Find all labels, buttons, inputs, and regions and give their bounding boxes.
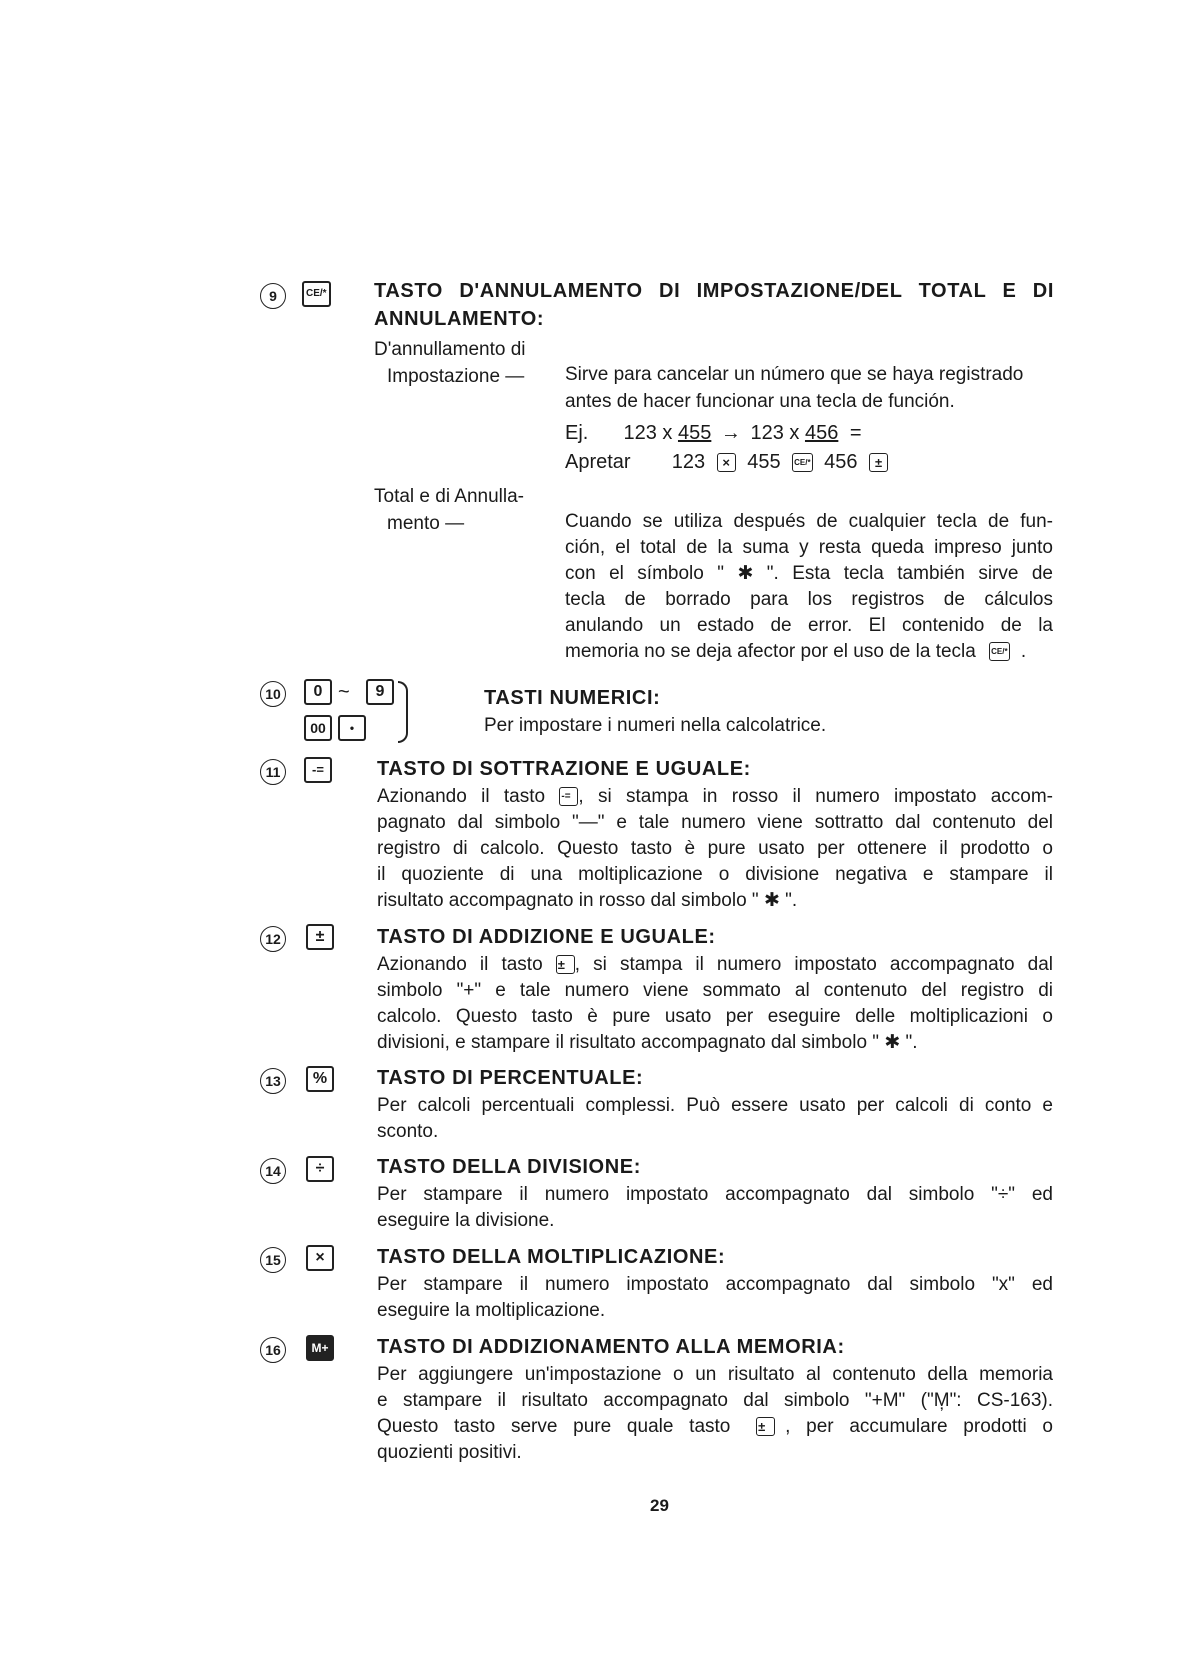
s11-line-1 [377,784,1053,810]
s9-sub2-last-line [565,639,1026,665]
item-number-14: 14 [260,1158,286,1184]
s12-line-1b: , si stampa il numero impostato accompagnato dal [574,954,1053,975]
divide-key-icon: ÷ [306,1156,334,1182]
s11-line: il quoziente di una moltiplicazione o divisione negativa e stampare il [377,864,1053,885]
s9-sub2-line: anulando un estado de error. El contenido de la [565,615,1053,636]
memory-plus-key-icon: M+ [306,1335,334,1361]
multiply-key-icon: × [306,1245,334,1271]
plus-equal-key-icon: ± [756,1417,775,1436]
example-a: 123 x [623,422,673,444]
s9-sub1-text-2: antes de hacer funcionar una tecla de función. [565,391,955,412]
s12-line: calcolo. Questo tasto è pure usato per eseguire delle moltiplicazioni o [377,1006,1053,1027]
s9-sub2-line: tecla de borrado para los registros de cálculos [565,589,1053,610]
item-number-13: 13 [260,1068,286,1094]
s14-line: eseguire la divisione. [377,1210,555,1231]
s9-sub2-label-1: Total e di Annulla- [374,486,524,507]
example-line [565,420,862,446]
press-label: Apretar [565,451,631,473]
s11-text [377,784,1053,914]
example-c: 123 x [750,422,800,444]
grouping-brace [398,681,408,743]
item-number-11: 11 [260,759,286,785]
s9-sub2-line: ción, el total de la suma y resta queda impreso junto [565,537,1053,558]
arrow-icon: → [720,422,741,444]
s12-line: simbolo "+" e tale numero viene sommato al contenuto del registro di [377,980,1053,1001]
ce-total-key-icon: CE/* [989,642,1009,661]
item-number-15: 15 [260,1247,286,1273]
s9-sub2-line: con el símbolo " ✱ ". Esta tecla también sirve de [565,563,1053,584]
s16-line-3a: Questo tasto serve pure quale tasto [377,1416,731,1437]
page-number: 29 [650,1496,669,1515]
s9-sub2-label-2: mento — [387,513,465,534]
s11-line-1a: Azionando il tasto [377,786,546,807]
s15-line: Per stampare il numero impostato accompagnato dal simbolo "x" ed [377,1274,1053,1295]
s9-sub2-line: Cuando se utiliza después de cualquier tecla de fun- [565,511,1053,532]
zero-key-icon: 0 [304,679,332,705]
s10-text: Per impostare i numeri nella calcolatrice. [484,715,827,736]
s13-line: Per calcoli percentuali complessi. Può essere usato per calcoli di conto e [377,1095,1053,1116]
item-number-9: 9 [260,283,286,309]
example-eq: = [849,422,862,444]
s10-title: TASTI NUMERICI: [484,687,661,709]
multiply-key-icon: × [717,453,736,472]
s14-text [377,1182,1053,1234]
s16-line-3 [377,1414,1053,1440]
plus-equal-key-icon: ± [869,453,888,472]
s16-line-3b: , per accumulare prodotti o [785,1416,1053,1437]
s9-sub1-label-2: Impostazione — [387,366,525,387]
s15-title: TASTO DELLA MOLTIPLICAZIONE: [377,1246,726,1268]
s12-title: TASTO DI ADDIZIONE E UGUALE: [377,926,716,948]
s13-line: sconto. [377,1121,439,1142]
press-1: 123 [671,451,706,473]
plus-equal-key-icon: ± [306,924,334,950]
s15-line: eseguire la moltiplicazione. [377,1300,606,1321]
plus-equal-key-icon: ± [556,955,575,974]
s11-line-1b: , si stampa in rosso il numero impostato accom- [578,786,1053,807]
s12-line: divisioni, e stampare il risultato accompagnato dal simbolo " ✱ ". [377,1032,918,1053]
ce-total-key-icon: CE/* [792,453,812,472]
s13-text [377,1093,1053,1145]
minus-equal-key-icon: -= [304,757,332,783]
s14-line: Per stampare il numero impostato accompagnato dal simbolo "÷" ed [377,1184,1053,1205]
double-zero-key-icon: 00 [304,715,332,741]
s12-line-1a: Azionando il tasto [377,954,543,975]
s11-line: registro di calcolo. Questo tasto è pure usato per ottenere il prodotto o [377,838,1053,859]
s9-sub1-label-1: D'annullamento di [374,339,526,360]
s16-text [377,1362,1053,1466]
item-number-10: 10 [260,681,286,707]
s12-text [377,952,1053,1056]
range-tilde: ~ [338,681,350,703]
s11-title: TASTO DI SOTTRAZIONE E UGUALE: [377,758,751,780]
nine-key-icon: 9 [366,679,394,705]
s16-line-4: quozienti positivi. [377,1442,522,1463]
s9-sub2-text [565,509,1053,639]
s16-title: TASTO DI ADDIZIONAMENTO ALLA MEMORIA: [377,1336,845,1358]
press-3: 456 [824,451,858,473]
example-label: Ej. [565,422,589,444]
s16-line-2: e stampare il risultato accompagnato dal simbolo "+M" ("M̦": CS-163). [377,1390,1053,1411]
s14-title: TASTO DELLA DIVISIONE: [377,1156,641,1178]
s9-title-line2: ANNULAMENTO: [374,308,545,330]
s9-title-line1: TASTO D'ANNULAMENTO DI IMPOSTAZIONE/DEL TOTAL E DI [374,280,1054,302]
s15-text [377,1272,1053,1324]
s13-title: TASTO DI PERCENTUALE: [377,1067,644,1089]
item-number-16: 16 [260,1337,286,1363]
item-number-12: 12 [260,926,286,952]
s9-sub1-text-1: Sirve para cancelar un número que se haya registrado [565,364,1024,385]
s16-line-1: Per aggiungere un'impostazione o un risultato al contenuto della memoria [377,1364,1053,1385]
s9-sub2-line: memoria no se deja afector por el uso de la tecla [565,641,976,662]
percent-key-icon: % [306,1066,334,1092]
press-2: 455 [747,451,781,473]
example-b: 455 [677,422,712,444]
example-d: 456 [804,422,839,444]
s11-line: pagnato dal simbolo "—" e tale numero viene sottratto dal contenuto del [377,812,1053,833]
press-line [565,449,894,475]
s12-line-1 [377,952,1053,978]
ce-total-key-icon: CE/* [302,281,331,307]
s9-sub2-end: . [1020,641,1027,662]
s11-line: risultato accompagnato in rosso dal simbolo " ✱ ". [377,890,798,911]
decimal-point-key-icon: • [338,715,366,741]
minus-equal-key-icon: -= [559,787,578,806]
